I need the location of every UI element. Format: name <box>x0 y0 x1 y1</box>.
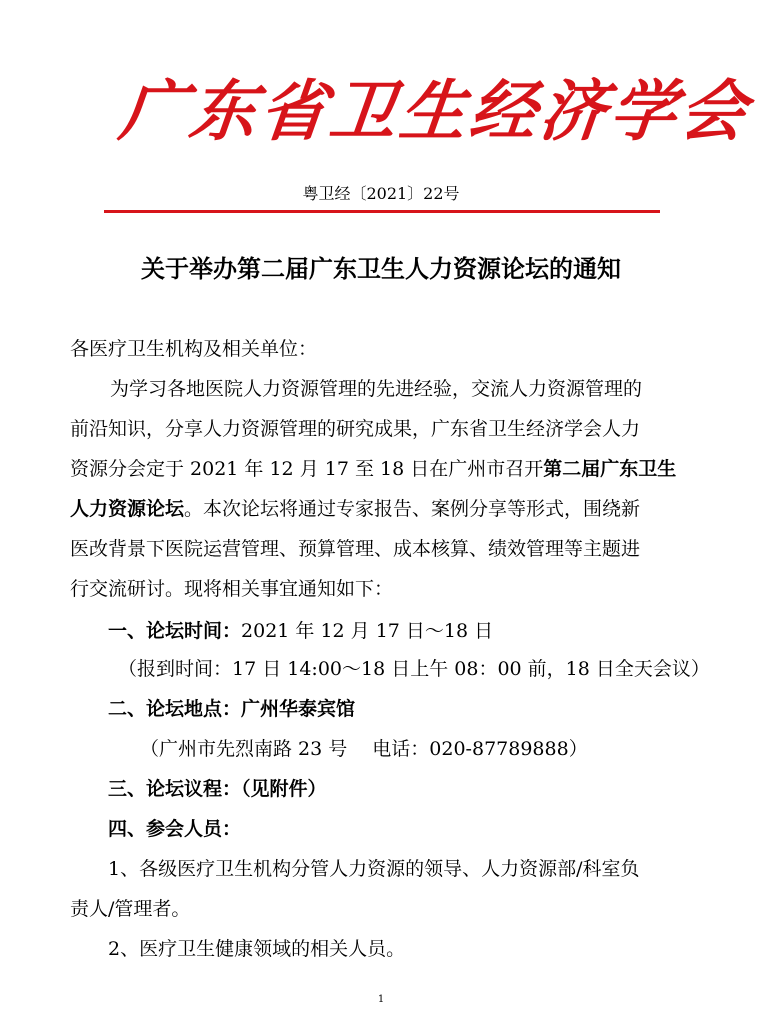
registration-note: （报到时间：17 日 14:00～18 日上午 08：00 前，18 日全天会议） <box>118 658 710 680</box>
paragraph-line: 前沿知识，分享人力资源管理的研究成果，广东省卫生经济学会人力 <box>70 418 641 440</box>
notice-title: 关于举办第二届广东卫生人力资源论坛的通知 <box>141 255 621 283</box>
section-time <box>108 618 493 644</box>
section-value: 2021 年 12 月 17 日～18 日 <box>241 620 494 642</box>
section-venue: 二、论坛地点：广州华泰宾馆 <box>108 698 356 720</box>
masthead-logo: 广东省卫生经济学会 <box>115 72 755 150</box>
section-participants: 四、参会人员： <box>108 818 242 840</box>
section-agenda: 三、论坛议程：（见附件） <box>108 778 327 800</box>
forum-name-bold: 第二届广东卫生 <box>543 458 677 480</box>
paragraph-text: 。本次论坛将通过专家报告、案例分享等形式，围绕新 <box>184 498 641 520</box>
paragraph-text: 资源分会定于 2021 年 12 月 17 至 18 日在广州市召开 <box>70 458 544 480</box>
paragraph-line <box>70 456 676 482</box>
paragraph-line: 行交流研讨。现将相关事宜通知如下： <box>70 578 394 600</box>
salutation: 各医疗卫生机构及相关单位： <box>70 338 318 360</box>
venue-address: （广州市先烈南路 23 号 电话：020-87789888） <box>140 738 588 760</box>
paragraph-line <box>70 496 640 522</box>
red-divider <box>104 210 660 213</box>
paragraph-line: 为学习各地医院人力资源管理的先进经验，交流人力资源管理的 <box>110 378 643 400</box>
paragraph-line: 医改背景下医院运营管理、预算管理、成本核算、绩效管理等主题进 <box>70 538 641 560</box>
participant-item: 1、各级医疗卫生机构分管人力资源的领导、人力资源部/科室负 <box>108 858 640 880</box>
section-label: 一、论坛时间： <box>108 620 242 642</box>
forum-name-bold: 人力资源论坛 <box>70 498 185 520</box>
participant-item: 2、医疗卫生健康领域的相关人员。 <box>108 938 406 960</box>
participant-item: 责人/管理者。 <box>70 898 191 920</box>
page-number: 1 <box>377 994 385 1005</box>
document-number: 粤卫经〔2021〕22号 <box>302 184 460 203</box>
